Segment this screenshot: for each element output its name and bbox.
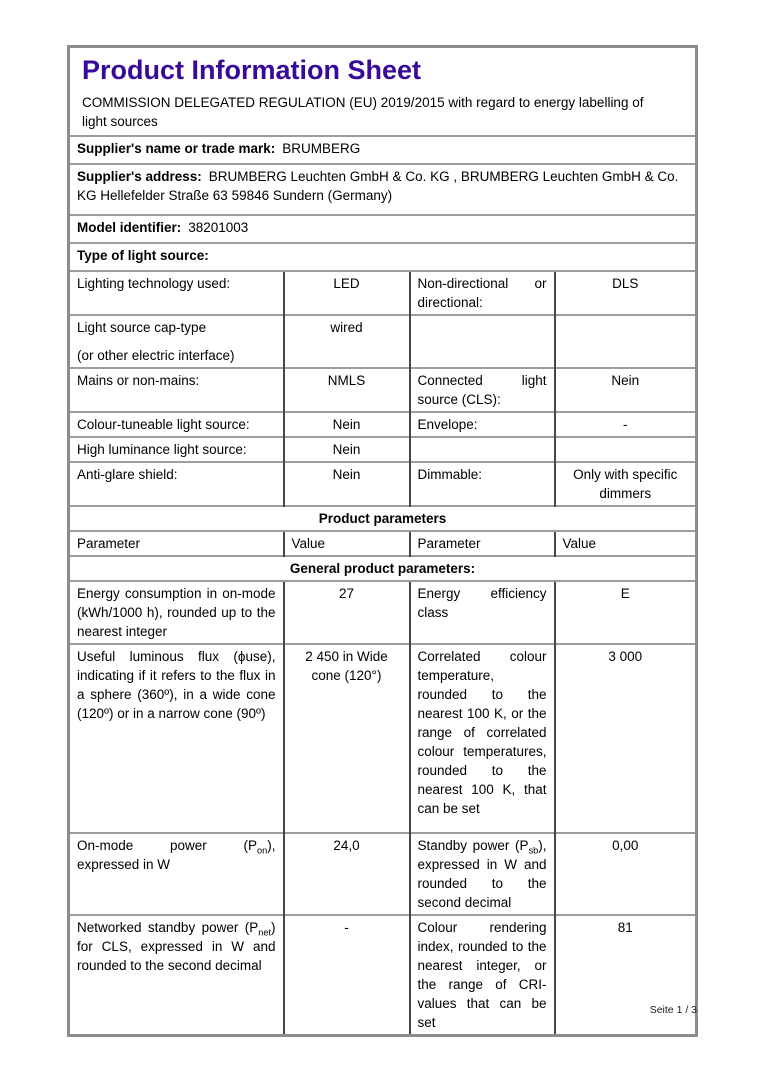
column-header-parameter-1: Parameter (69, 531, 284, 556)
column-header-value-2: Value (555, 531, 697, 556)
param-cell: Energy consumption in on-mode (kWh/1000 h), rounded up to the nearest integer (69, 581, 284, 644)
model-identifier-row (69, 215, 697, 243)
type-section-header: Type of light source: (77, 248, 209, 263)
param-cell: Connected light source (CLS): (410, 368, 555, 412)
type-section-header-cell (69, 243, 697, 271)
general-parameters-header-row (69, 556, 697, 581)
table-row (69, 644, 697, 833)
value-cell: 27 (284, 581, 410, 644)
value-cell: Only with specific dimmers (555, 462, 697, 506)
param-cell: Energy efficiency class (410, 581, 555, 644)
subscript-text: sb (528, 845, 539, 856)
param-text: Standby power (P (417, 838, 529, 853)
param-cell: Envelope: (410, 412, 555, 437)
param-cell: Mains or non-mains: (69, 368, 284, 412)
column-header-row (69, 531, 697, 556)
param-cell: Colour rendering index, rounded to the nearest integer, or the range of CRI-values that can be set (410, 915, 555, 1036)
general-parameters-header: General product parameters: (289, 561, 476, 576)
param-cell: Non-directional or directional: (410, 271, 555, 315)
model-identifier-cell (69, 215, 697, 243)
value-cell: LED (284, 271, 410, 315)
product-information-table (67, 45, 698, 1037)
table-row (69, 462, 697, 506)
param-cell (69, 833, 284, 915)
value-cell: Nein (284, 437, 410, 462)
param-cell (69, 915, 284, 1036)
title-row (69, 47, 697, 137)
column-header-parameter-2: Parameter (410, 531, 555, 556)
subscript-text: on (257, 845, 268, 856)
general-parameters-header-cell (69, 556, 697, 581)
table-row (69, 412, 697, 437)
value-cell: 2 450 in Wide cone (120°) (284, 644, 410, 833)
product-parameters-header-cell (69, 506, 697, 531)
table-row (69, 437, 697, 462)
value-cell: - (284, 915, 410, 1036)
param-cell: Correlated colour temperature, rounded to the nearest 100 K, or the range of correlated colour temperatures, rounded to the nearest 100 K, that can be set (410, 644, 555, 833)
value-cell: NMLS (284, 368, 410, 412)
subscript-text: net (258, 927, 271, 938)
column-header-value-1: Value (284, 531, 410, 556)
supplier-address-cell (69, 164, 697, 215)
param-line-2: (or other electric interface) (77, 348, 235, 363)
param-cell: Colour-tuneable light source: (69, 412, 284, 437)
model-identifier-label: Model identifier: (77, 220, 182, 235)
value-cell (555, 315, 697, 368)
model-identifier-value: 38201003 (188, 220, 249, 235)
page-number: Seite 1 / 3 (649, 1004, 697, 1016)
param-cell: High luminance light source: (69, 437, 284, 462)
param-cell (69, 315, 284, 368)
value-cell: 3 000 (555, 644, 697, 833)
table-row (69, 315, 697, 368)
supplier-name-cell (69, 136, 697, 164)
param-cell: Lighting technology used: (69, 271, 284, 315)
supplier-address-row (69, 164, 697, 215)
value-cell: Nein (555, 368, 697, 412)
param-line-1: Light source cap-type (77, 320, 207, 335)
supplier-name-value: BRUMBERG (282, 141, 361, 156)
param-text: ), expressed in W and rounded to the second decimal (417, 838, 547, 910)
table-row (69, 368, 697, 412)
param-text: Networked standby power (P (77, 920, 259, 935)
value-cell: 81 (555, 915, 697, 1036)
title-cell (69, 47, 697, 137)
regulation-subtitle: COMMISSION DELEGATED REGULATION (EU) 2019/2015 with regard to energy labelling of light sources (82, 95, 644, 129)
param-text: ) for CLS, expressed in W and rounded to the second decimal (77, 920, 276, 973)
value-cell: E (555, 581, 697, 644)
page-title: Product Information Sheet (82, 55, 422, 85)
param-cell: Dimmable: (410, 462, 555, 506)
param-cell: Anti-glare shield: (69, 462, 284, 506)
supplier-address-value: BRUMBERG Leuchten GmbH & Co. KG , BRUMBERG Leuchten GmbH & Co. KG Hellefelder Straße 63 59846 Sundern (Germany) (77, 169, 679, 203)
value-cell: Nein (284, 412, 410, 437)
param-text: ), expressed in W (77, 838, 276, 872)
type-section-header-row (69, 243, 697, 271)
value-cell: 24,0 (284, 833, 410, 915)
supplier-name-row (69, 136, 697, 164)
param-cell (410, 437, 555, 462)
value-cell: - (555, 412, 697, 437)
table-row (69, 833, 697, 915)
value-cell (555, 437, 697, 462)
supplier-address-label: Supplier's address: (77, 169, 202, 184)
param-cell: Useful luminous flux (ϕuse), indicating if it refers to the flux in a sphere (360º), in a wide cone (120º) or in a narrow cone (90º) (69, 644, 284, 833)
supplier-name-label: Supplier's name or trade mark: (77, 141, 276, 156)
param-cell (410, 833, 555, 915)
param-text: On-mode power (P (77, 838, 258, 853)
product-parameters-header-row (69, 506, 697, 531)
value-cell: DLS (555, 271, 697, 315)
table-row (69, 271, 697, 315)
param-cell (410, 315, 555, 368)
product-parameters-header: Product parameters (318, 511, 447, 526)
value-cell: 0,00 (555, 833, 697, 915)
value-cell: Nein (284, 462, 410, 506)
table-row (69, 581, 697, 644)
value-cell: wired (284, 315, 410, 368)
table-row (69, 915, 697, 1036)
